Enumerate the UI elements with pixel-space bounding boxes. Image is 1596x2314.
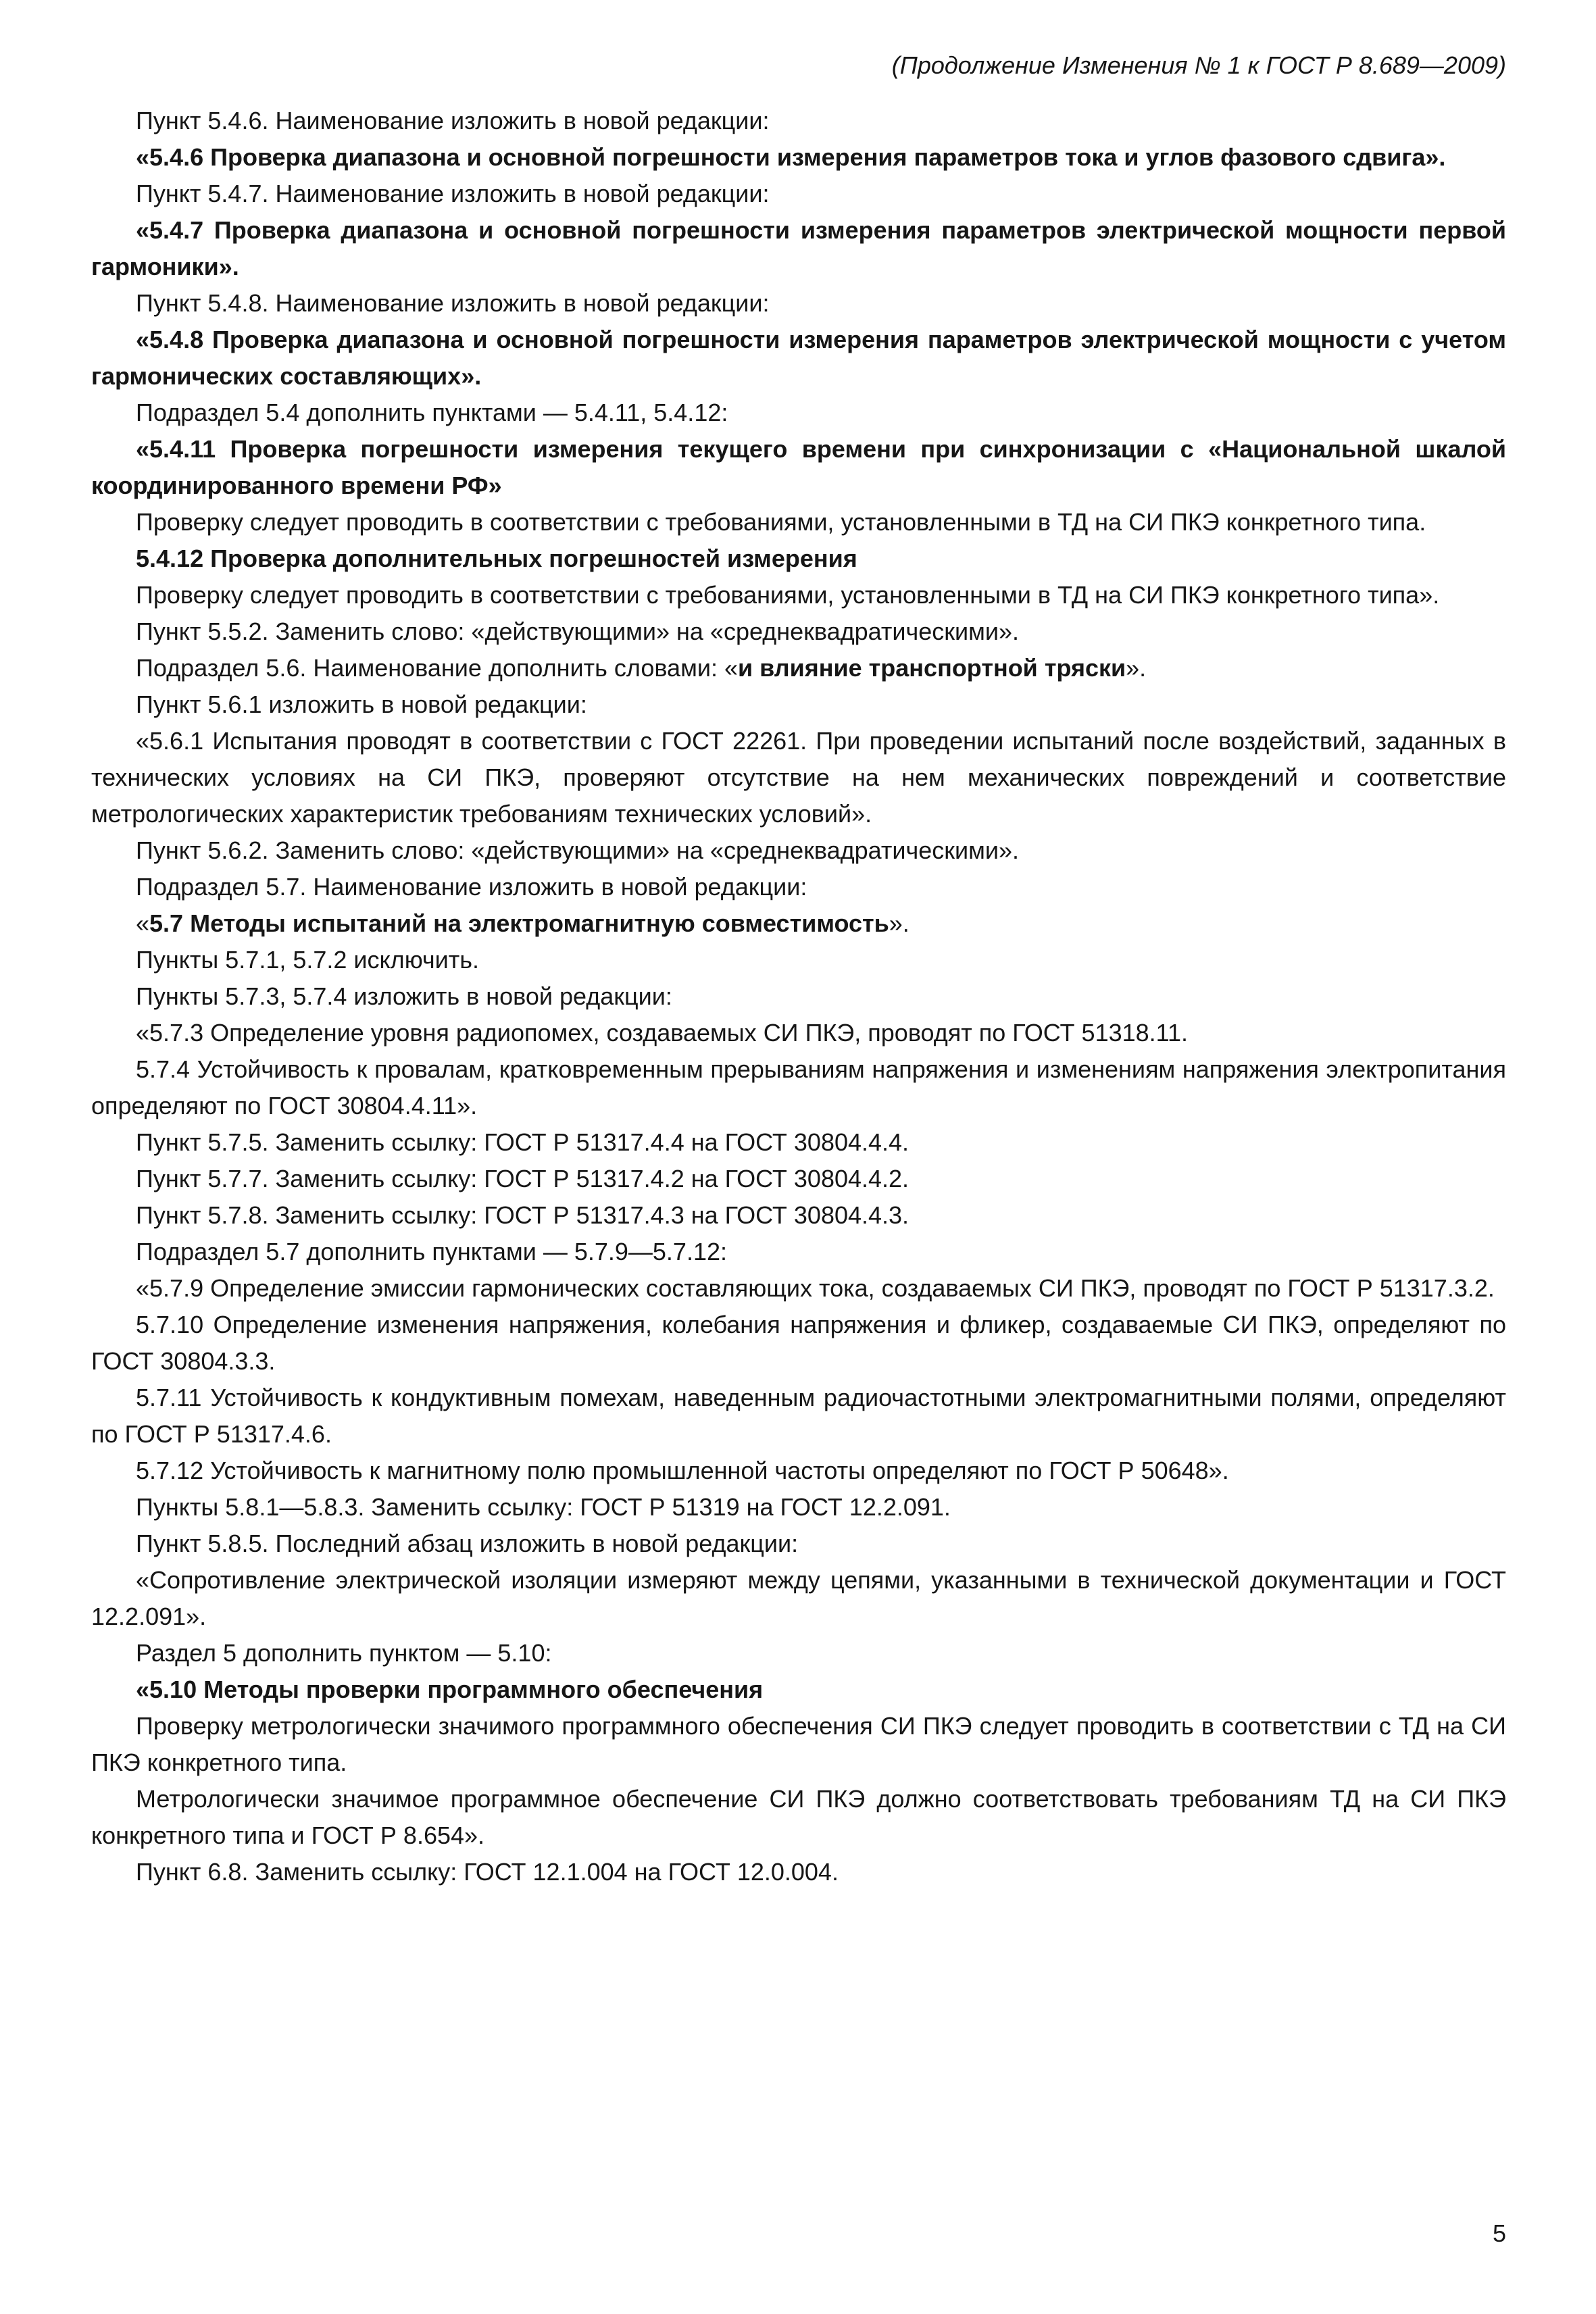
paragraph (91, 322, 1506, 395)
paragraph-text: Пункт 5.5.2. Заменить слово: «действующими» на «среднеквадратическими». (136, 618, 1019, 645)
document-header: (Продолжение Изменения № 1 к ГОСТ Р 8.689—2009) (891, 51, 1506, 79)
paragraph-text: Подраздел 5.4 дополнить пунктами — 5.4.11, 5.4.12: (136, 399, 728, 426)
paragraph-text: Пункт 5.7.7. Заменить ссылку: ГОСТ Р 51317.4.2 на ГОСТ 30804.4.2. (136, 1165, 909, 1192)
paragraph (91, 1124, 1506, 1161)
paragraph-text: Подраздел 5.7. Наименование изложить в новой редакции: (136, 873, 807, 901)
paragraph (91, 1671, 1506, 1708)
paragraph-bold-text: 5.4.12 Проверка дополнительных погрешностей измерения (136, 545, 857, 572)
paragraph (91, 1197, 1506, 1234)
paragraph (91, 1526, 1506, 1562)
paragraph-text: 5.7.11 Устойчивость к кондуктивным помехам, наведенным радиочастотными электромагнитными полями, определяют по ГОСТ Р 51317.4.6. (91, 1384, 1506, 1448)
paragraph (91, 1708, 1506, 1781)
paragraph-text: «Сопротивление электрической изоляции измеряют между цепями, указанными в технической документации и ГОСТ 12.2.091». (91, 1566, 1506, 1630)
paragraph (91, 1051, 1506, 1124)
paragraph-text: Пункт 6.8. Заменить ссылку: ГОСТ 12.1.004 на ГОСТ 12.0.004. (136, 1858, 839, 1886)
paragraph-text: Проверку следует проводить в соответствии с требованиями, установленными в ТД на СИ ПКЭ конкретного типа». (136, 581, 1440, 609)
paragraph-text: ». (889, 909, 909, 937)
paragraph-text: Подраздел 5.7 дополнить пунктами — 5.7.9—5.7.12: (136, 1238, 728, 1265)
paragraph-text: Пункт 5.4.6. Наименование изложить в новой редакции: (136, 107, 770, 134)
paragraph (91, 540, 1506, 577)
paragraph-bold-text: «5.4.6 Проверка диапазона и основной погрешности измерения параметров тока и углов фазового сдвига». (136, 143, 1446, 171)
paragraph-text: Пункт 5.4.8. Наименование изложить в новой редакции: (136, 289, 770, 317)
paragraph-text: Пункт 5.8.5. Последний абзац изложить в новой редакции: (136, 1530, 799, 1557)
paragraph (91, 285, 1506, 322)
paragraph-text: «5.7.9 Определение эмиссии гармонических составляющих тока, создаваемых СИ ПКЭ, проводят по ГОСТ Р 51317.3.2. (136, 1274, 1495, 1302)
paragraph (91, 942, 1506, 978)
paragraph-text: Раздел 5 дополнить пунктом — 5.10: (136, 1639, 552, 1667)
paragraph-text: Пункт 5.7.8. Заменить ссылку: ГОСТ Р 51317.4.3 на ГОСТ 30804.4.3. (136, 1201, 909, 1229)
paragraph-bold-text: и влияние транспортной тряски (737, 654, 1126, 682)
paragraph (91, 1307, 1506, 1380)
paragraph (91, 1015, 1506, 1051)
paragraph (91, 613, 1506, 650)
paragraph (91, 650, 1506, 686)
paragraph-text: « (136, 909, 150, 937)
paragraph (91, 212, 1506, 285)
paragraph-bold-text: 5.7 Методы испытаний на электромагнитную совместимость (149, 909, 889, 937)
paragraph (91, 577, 1506, 613)
paragraph (91, 723, 1506, 832)
paragraph-bold-text: «5.10 Методы проверки программного обеспечения (136, 1676, 764, 1703)
paragraph (91, 1453, 1506, 1489)
paragraph-text: 5.7.12 Устойчивость к магнитному полю промышленной частоты определяют по ГОСТ Р 50648». (136, 1457, 1229, 1484)
paragraph-text: 5.7.4 Устойчивость к провалам, кратковременным прерываниям напряжения и изменениям напряжения электропитания определяют по ГОСТ 30804.4.11». (91, 1055, 1506, 1120)
paragraph (91, 504, 1506, 540)
paragraph (91, 1781, 1506, 1854)
paragraph (91, 1489, 1506, 1526)
paragraph-text: Пункты 5.7.1, 5.7.2 исключить. (136, 946, 480, 974)
paragraph-text: 5.7.10 Определение изменения напряжения, колебания напряжения и фликер, создаваемые СИ ПКЭ, определяют по ГОСТ 30804.3.3. (91, 1311, 1506, 1375)
paragraph (91, 176, 1506, 212)
paragraph-text: Пункт 5.6.1 изложить в новой редакции: (136, 690, 587, 718)
page-number: 5 (1492, 2219, 1506, 2247)
paragraph (91, 1635, 1506, 1671)
paragraph (91, 1854, 1506, 1890)
paragraph (91, 905, 1506, 942)
paragraph-text: Пункт 5.4.7. Наименование изложить в новой редакции: (136, 180, 770, 207)
paragraph-text: Пункты 5.7.3, 5.7.4 изложить в новой редакции: (136, 982, 672, 1010)
paragraph (91, 395, 1506, 431)
paragraph (91, 1380, 1506, 1453)
paragraph-text: Проверку метрологически значимого программного обеспечения СИ ПКЭ следует проводить в соответствии с ТД на СИ ПКЭ конкретного типа. (91, 1712, 1506, 1776)
paragraph (91, 139, 1506, 176)
paragraph (91, 832, 1506, 869)
paragraph (91, 431, 1506, 504)
paragraph-bold-text: «5.4.8 Проверка диапазона и основной погрешности измерения параметров электрической мощности с учетом гармонических составляющих». (91, 326, 1506, 390)
paragraph-text: Подраздел 5.6. Наименование дополнить словами: « (136, 654, 738, 682)
paragraph (91, 1270, 1506, 1307)
paragraph-bold-text: «5.4.11 Проверка погрешности измерения текущего времени при синхронизации с «Национальной шкалой координированного времени РФ» (91, 435, 1506, 499)
paragraph-text: ». (1126, 654, 1147, 682)
paragraph-text: Метрологически значимое программное обеспечение СИ ПКЭ должно соответствовать требованиям ТД на СИ ПКЭ конкретного типа и ГОСТ Р 8.654». (91, 1785, 1506, 1849)
paragraph (91, 103, 1506, 139)
paragraph-text: Пункты 5.8.1—5.8.3. Заменить ссылку: ГОСТ Р 51319 на ГОСТ 12.2.091. (136, 1493, 951, 1521)
paragraph-text: «5.6.1 Испытания проводят в соответствии с ГОСТ 22261. При проведении испытаний после воздействий, заданных в технических условиях на СИ ПКЭ, проверяют отсутствие на нем механических повреждений и соответствие метрологических характеристик требованиям технических условий». (91, 727, 1506, 828)
paragraph-text: Проверку следует проводить в соответствии с требованиями, установленными в ТД на СИ ПКЭ конкретного типа. (136, 508, 1426, 536)
paragraph (91, 1234, 1506, 1270)
paragraph (91, 1161, 1506, 1197)
paragraph-text: «5.7.3 Определение уровня радиопомех, создаваемых СИ ПКЭ, проводят по ГОСТ 51318.11. (136, 1019, 1189, 1047)
paragraph (91, 1562, 1506, 1635)
paragraph-bold-text: «5.4.7 Проверка диапазона и основной погрешности измерения параметров электрической мощности первой гармоники». (91, 216, 1506, 280)
paragraph (91, 869, 1506, 905)
paragraph (91, 978, 1506, 1015)
document-body (91, 103, 1506, 1890)
paragraph-text: Пункт 5.6.2. Заменить слово: «действующими» на «среднеквадратическими». (136, 836, 1019, 864)
paragraph (91, 686, 1506, 723)
paragraph-text: Пункт 5.7.5. Заменить ссылку: ГОСТ Р 51317.4.4 на ГОСТ 30804.4.4. (136, 1128, 909, 1156)
